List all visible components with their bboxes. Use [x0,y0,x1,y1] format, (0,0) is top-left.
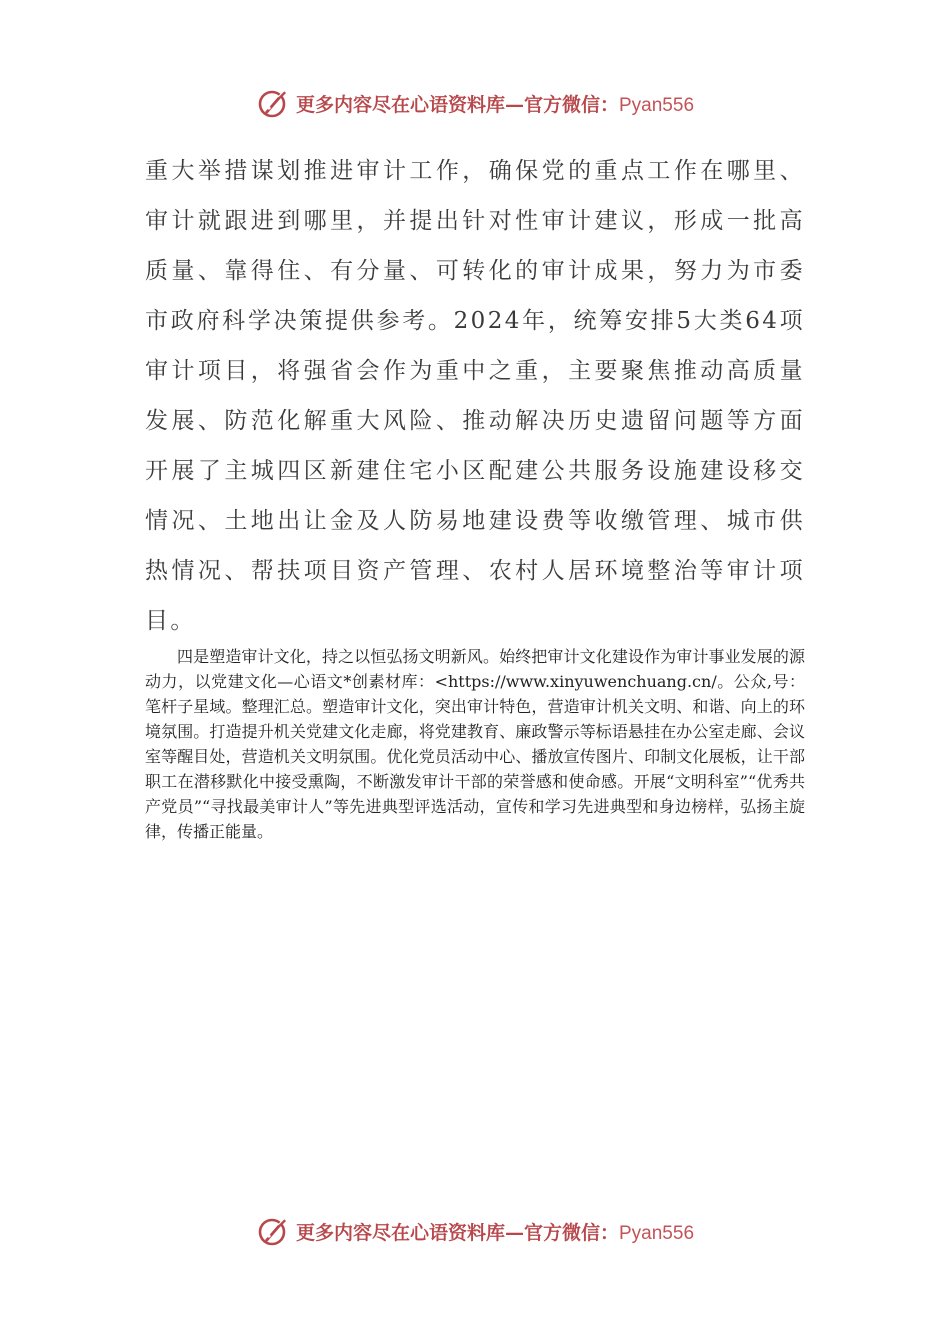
header-wechat-id: Pyan556 [619,94,695,116]
body-paragraph-1: 重大举措谋划推进审计工作，确保党的重点工作在哪里、审计就跟进到哪里，并提出针对性审计建议，形成一批高质量、靠得住、有分量、可转化的审计成果，努力为市委市政府科学决策提供参考。2024年，统筹安排5大类64项审计项目，将强省会作为重中之重，主要聚焦推动高质量发展、防范化解重大风险、推动解决历史遗留问题等方面开展了主城四区新建住宅小区配建公共服务设施建设移交情况、土地出让金及人防易地建设费等收缴管理、城市供热情况、帮扶项目资产管理、农村人居环境整治等审计项目。 [145,158,805,634]
pen-nib-circle-icon [256,85,292,121]
pen-nib-circle-icon [256,1213,292,1249]
header-banner-text: 更多内容尽在心语资料库—官方微信：Pyan556 [295,93,695,116]
footer-banner [0,1211,950,1251]
header-banner [0,83,950,123]
footer-banner-text: 更多内容尽在心语资料库—官方微信：Pyan556 [295,1221,695,1244]
body-paragraph-2: 四是塑造审计文化，持之以恒弘扬文明新风。始终把审计文化建设作为审计事业发展的源动力，以党建文化—心语文*创素材库：<https://www.xinyuwenchuang.cn/。公众,号：笔杆子星域。整理汇总。塑造审计文化，突出审计特色，营造审计机关文明、和谐、向上的环境氛围。打造提升机关党建文化走廊，将党建教育、廉政警示等标语悬挂在办公室走廊、会议室等醒目处，营造机关文明氛围。优化党员活动中心、播放宣传图片、印制文化展板，让干部职工在潜移默化中接受熏陶，不断激发审计干部的荣誉感和使命感。开展“文明科室”“优秀共产党员”“寻找最美审计人”等先进典型评选活动，宣传和学习先进典型和身边榜样，弘扬主旋律，传播正能量。 [145,647,805,841]
footer-wechat-id: Pyan556 [619,1222,695,1244]
